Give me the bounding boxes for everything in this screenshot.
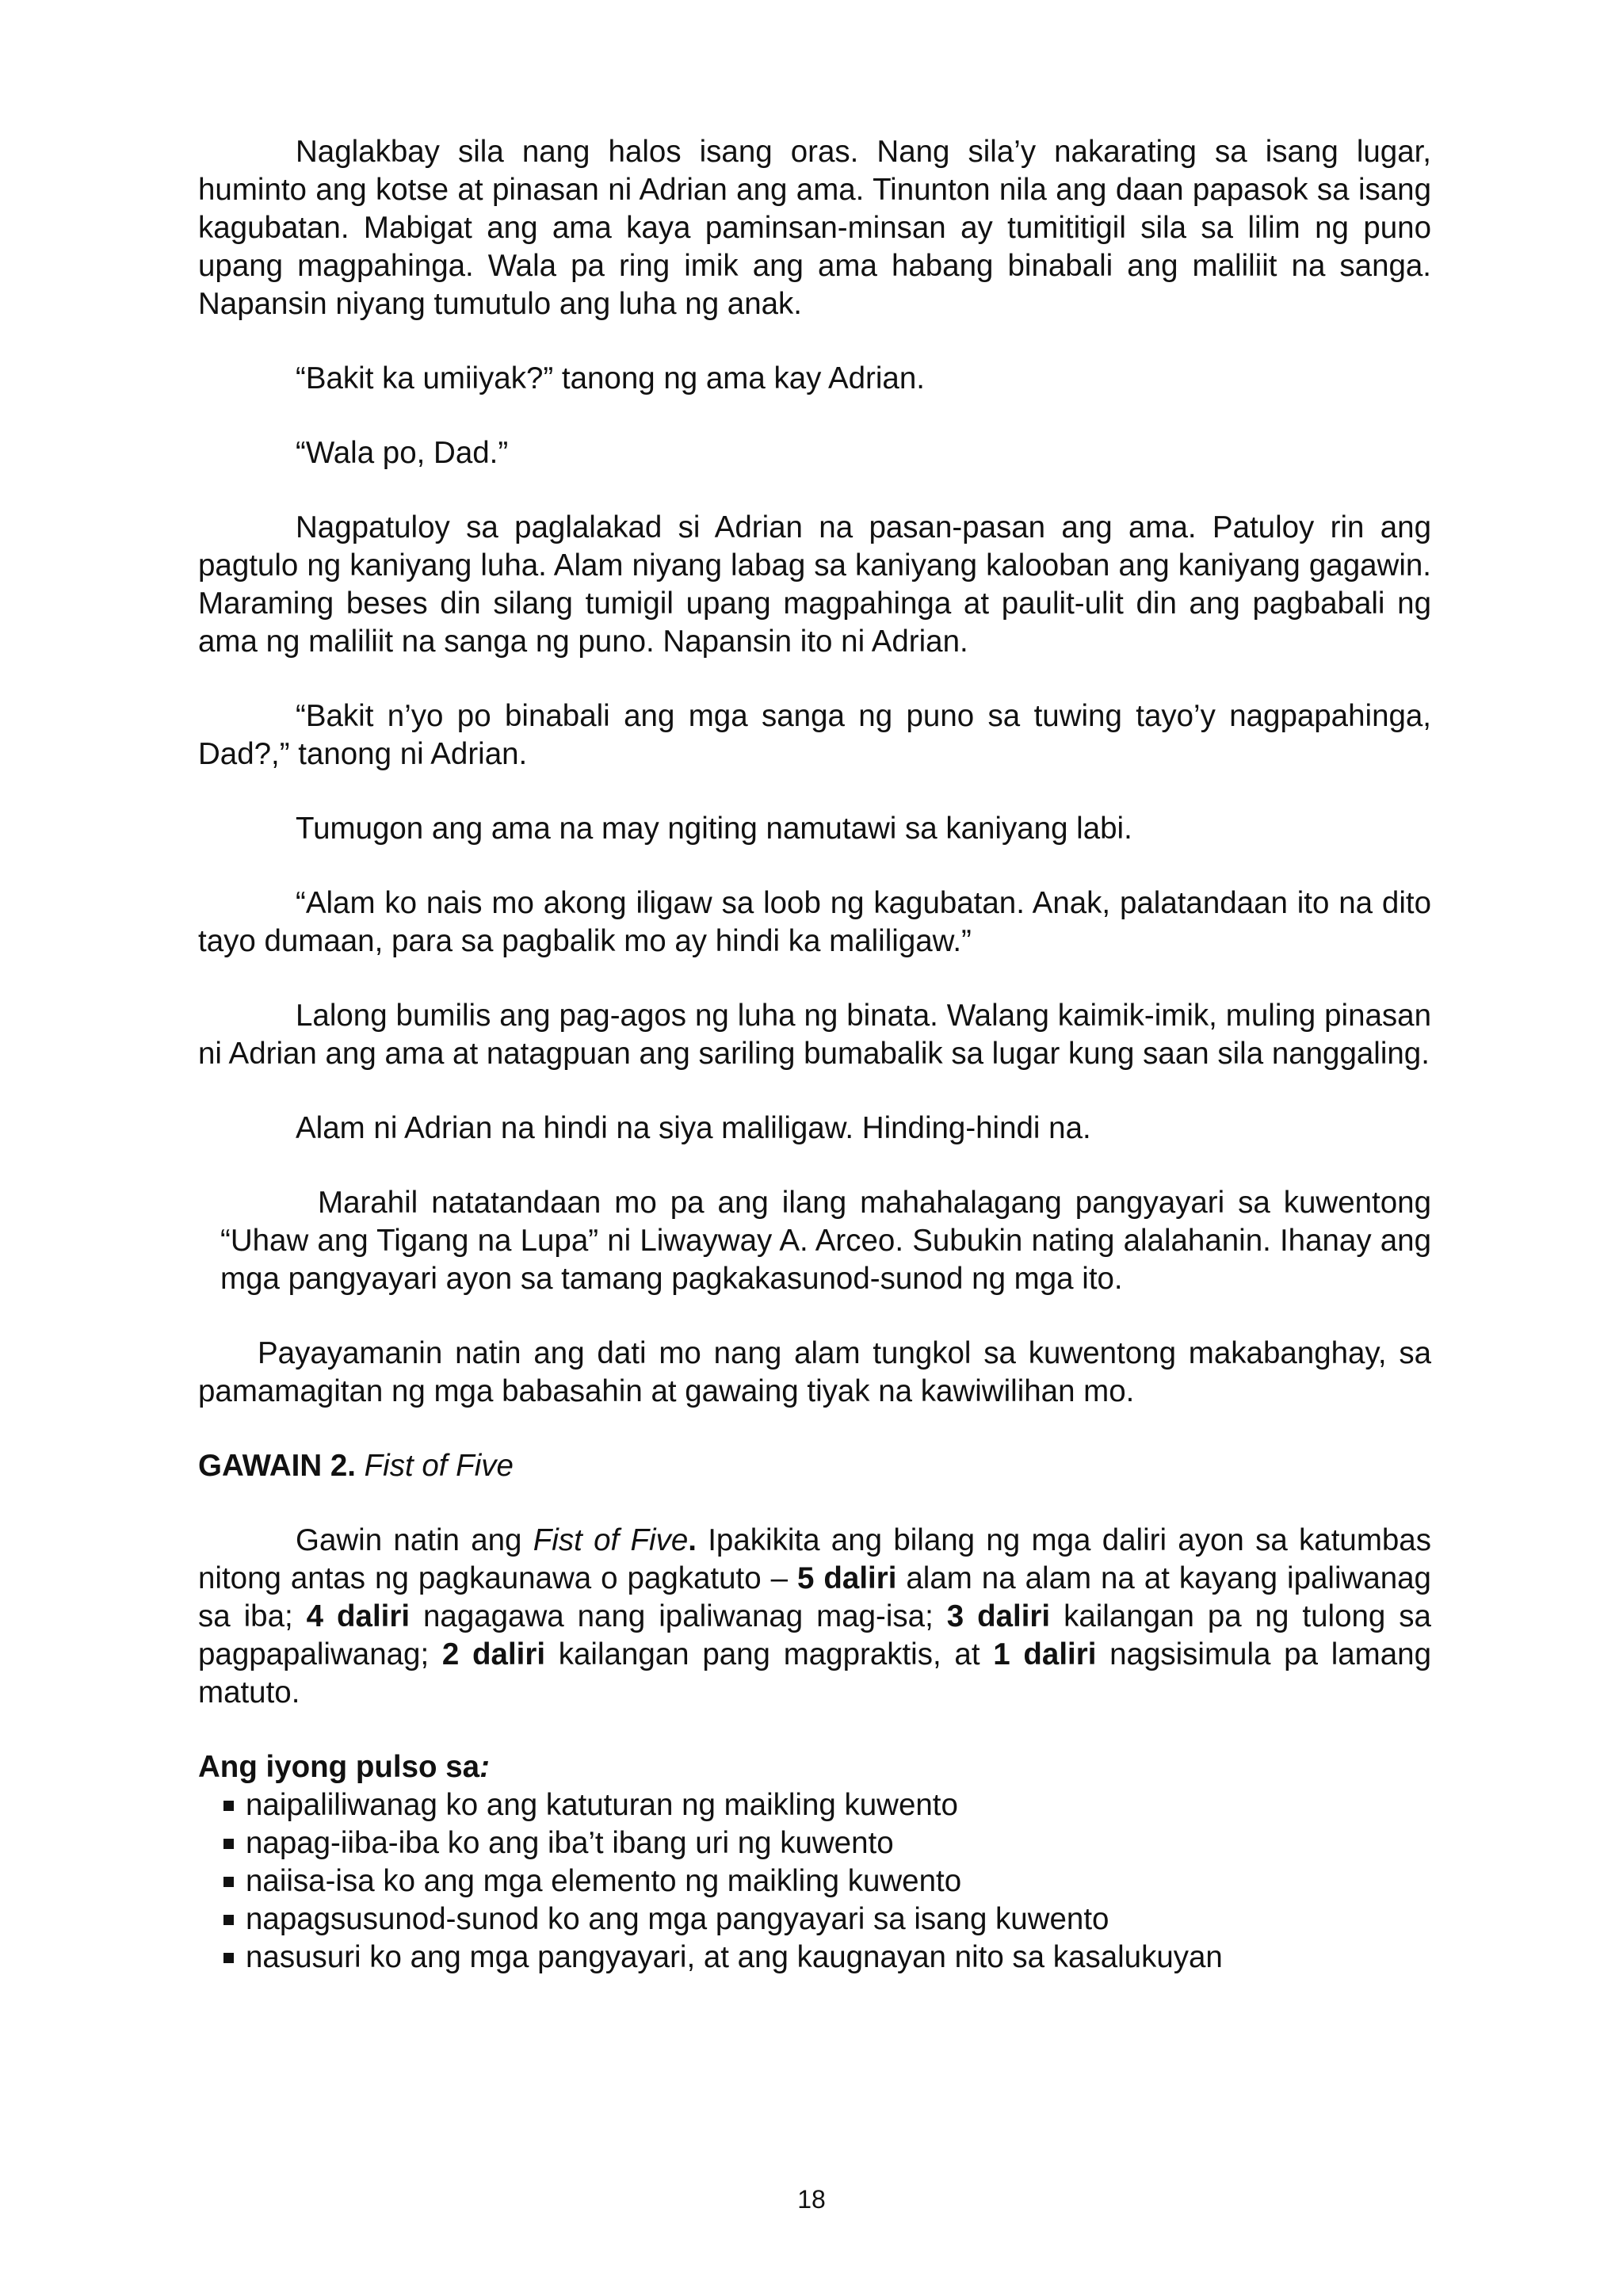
list-item-text: naiisa-isa ko ang mga elemento ng maikling kuwento	[246, 1864, 962, 1898]
story-paragraph: Lalong bumilis ang pag-agos ng luha ng binata. Walang kaimik-imik, muling pinasan ni Adrian ang ama at natagpuan ang sariling bumabalik sa lugar kung saan sila nanggaling.	[198, 999, 1431, 1071]
level-5-label: 5 daliri	[797, 1561, 897, 1595]
pulse-title-colon: :	[479, 1750, 490, 1784]
list-item-text: napagsusunod-sunod ko ang mga pangyayari sa isang kuwento	[246, 1902, 1109, 1936]
story-paragraph: Nagpatuloy sa paglalakad si Adrian na pasan-pasan ang ama. Patuloy rin ang pagtulo ng kaniyang luha. Alam niyang labag sa kaniyang kalooban ang kaniyang gagawin. Maraming beses din silang tumigil upang magpahinga at paulit-ulit din ang pagbabali ng ama ng maliliit na sanga ng puno. Napansin ito ni Adrian.	[198, 510, 1431, 659]
square-bullet-icon	[223, 1953, 234, 1963]
level-5-desc: alam na alam na at kayang ipaliwanag sa iba;	[198, 1561, 1431, 1633]
list-item	[198, 1824, 1431, 1862]
story-paragraph: Alam ni Adrian na hindi na siya maliligaw. Hinding-hindi na.	[296, 1111, 1091, 1145]
activity-instructions	[198, 1522, 1431, 1712]
instr-period: .	[688, 1523, 697, 1557]
instr-fist-of-five: Fist of Five	[533, 1523, 689, 1557]
list-item	[198, 1901, 1431, 1939]
square-bullet-icon	[223, 1915, 234, 1925]
dialogue-paragraph: “Alam ko nais mo akong iligaw sa loob ng kagubatan. Anak, palatandaan ito na dito tayo dumaan, para sa pagbalik mo ay hindi ka maliligaw.”	[198, 886, 1431, 958]
story-paragraph: Tumugon ang ama na may ngiting namutawi sa kaniyang labi.	[296, 812, 1132, 846]
dialogue-paragraph: “Bakit ka umiiyak?” tanong ng ama kay Adrian.	[296, 361, 925, 395]
level-3-label: 3 daliri	[946, 1599, 1051, 1633]
instr-text: Gawin natin ang	[296, 1523, 533, 1557]
recall-paragraph: Marahil natatandaan mo pa ang ilang mahahalagang pangyayari sa kuwentong “Uhaw ang Tigang na Lupa” ni Liwayway A. Arceo. Subukin nating alalahanin. Ihanay ang mga pangyayari ayon sa tamang pagkakasunod-sunod ng mga ito.	[220, 1186, 1431, 1296]
square-bullet-icon	[223, 1839, 234, 1849]
level-3-desc: kailangan pa ng tulong sa pagpapaliwanag;	[198, 1599, 1431, 1671]
pulse-title-text: Ang iyong pulso sa	[198, 1750, 480, 1784]
square-bullet-icon	[223, 1877, 234, 1887]
list-item-text: nasusuri ko ang mga pangyayari, at ang kaugnayan nito sa kasalukuyan	[246, 1940, 1223, 1974]
level-2-desc: kailangan pang magpraktis, at	[545, 1637, 994, 1671]
level-1-desc: nagsisimula pa lamang matuto.	[198, 1637, 1431, 1710]
pulse-heading	[198, 1748, 1431, 1786]
square-bullet-icon	[223, 1801, 234, 1811]
dialogue-paragraph: “Bakit n’yo po binabali ang mga sanga ng puno sa tuwing tayo’y nagpapahinga, Dad?,” tanong ni Adrian.	[198, 699, 1431, 771]
level-2-label: 2 daliri	[441, 1637, 546, 1671]
page-number: 18	[797, 2185, 826, 2214]
pulse-list	[198, 1786, 1431, 1977]
level-4-desc: nagagawa nang ipaliwanag mag-isa;	[410, 1599, 947, 1633]
instr-text: Ipakikita ang bilang ng mga daliri ayon sa katumbas nitong antas ng pagkaunawa o pagkatuto –	[198, 1523, 1431, 1595]
list-item-text: naipaliliwanag ko ang katuturan ng maikling kuwento	[246, 1788, 958, 1822]
activity-title: Fist of Five	[364, 1449, 514, 1483]
activity-heading	[198, 1447, 1431, 1485]
page-content	[198, 133, 1431, 1977]
level-4-label: 4 daliri	[306, 1599, 411, 1633]
list-item-text: napag-iiba-iba ko ang iba’t ibang uri ng kuwento	[246, 1826, 894, 1860]
list-item	[198, 1862, 1431, 1901]
list-item	[198, 1939, 1431, 1977]
level-1-label: 1 daliri	[993, 1637, 1097, 1671]
intro-paragraph: Payayamanin natin ang dati mo nang alam tungkol sa kuwentong makabanghay, sa pamamagitan ng mga babasahin at gawaing tiyak na kawiwilihan mo.	[198, 1336, 1431, 1408]
list-item	[198, 1786, 1431, 1824]
activity-label: GAWAIN 2.	[198, 1449, 356, 1483]
dialogue-paragraph: “Wala po, Dad.”	[296, 436, 509, 470]
story-paragraph: Naglakbay sila nang halos isang oras. Nang sila’y nakarating sa isang lugar, huminto ang kotse at pinasan ni Adrian ang ama. Tinunton nila ang daan papasok sa isang kagubatan. Mabigat ang ama kaya paminsan-minsan ay tumititigil sila sa lilim ng puno upang magpahinga. Wala pa ring imik ang ama habang binabali ang maliliit na sanga. Napansin niyang tumutulo ang luha ng anak.	[198, 135, 1431, 321]
